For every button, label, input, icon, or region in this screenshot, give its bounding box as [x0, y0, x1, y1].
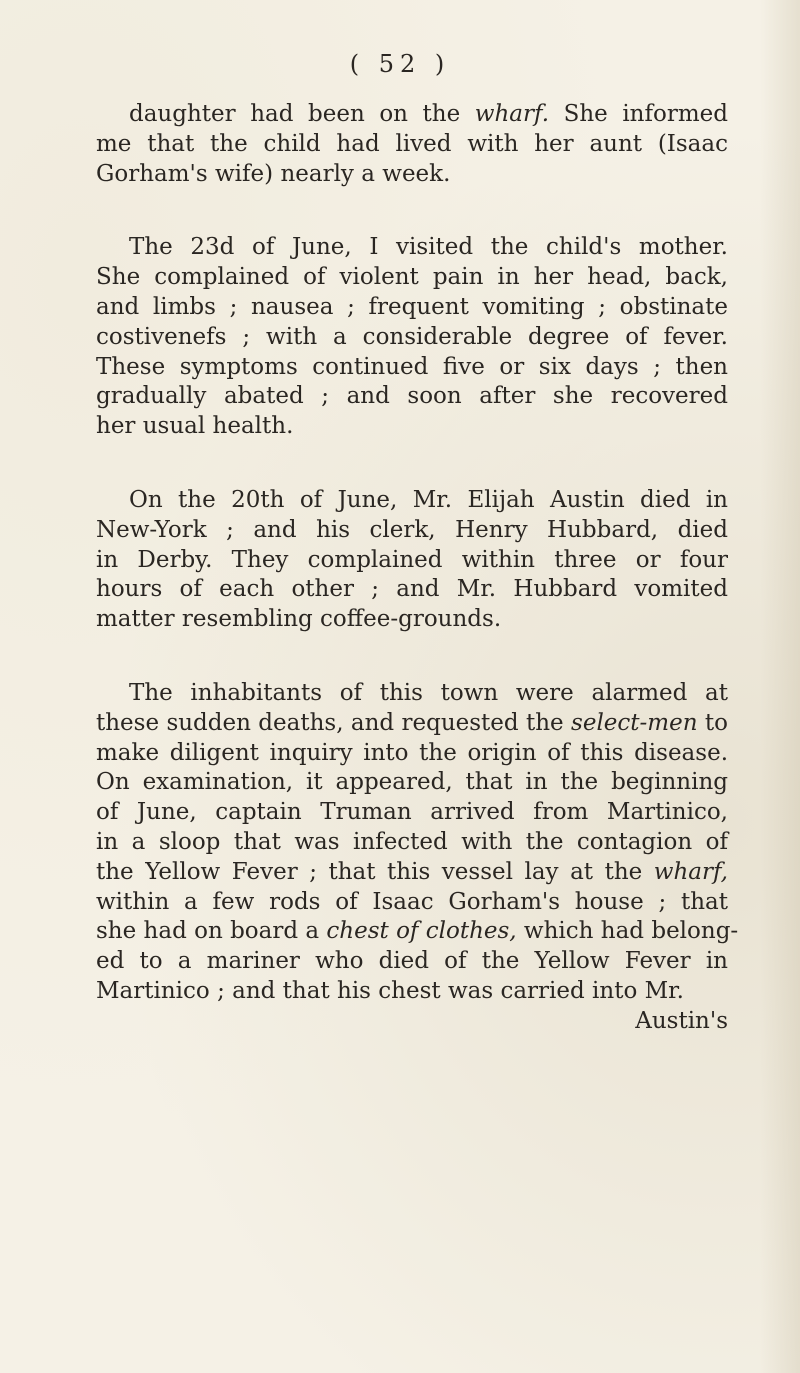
text-run: these sudden deaths, and requested the — [96, 709, 572, 736]
text-line — [96, 605, 728, 635]
text-run: me that the child had lived with her aunt (Isaac — [96, 130, 728, 157]
text-line — [96, 160, 728, 190]
page-edge-shadow — [760, 0, 800, 1373]
text-run: These symptoms continued five or six days ; then — [96, 353, 728, 380]
text-run: which had belong- — [516, 918, 739, 945]
text-line — [96, 858, 728, 888]
text-run: in a sloop that was infected with the contagion of — [96, 828, 728, 855]
paragraph — [96, 486, 728, 635]
text-line — [96, 917, 739, 947]
text-run: She informed — [549, 101, 728, 127]
italic-text-run: wharf, — [653, 858, 728, 885]
text-line — [96, 293, 728, 323]
text-line — [96, 323, 728, 353]
text-line — [96, 130, 728, 160]
text-run: On the 20th of June, Mr. Elijah Austin died in — [129, 486, 728, 513]
body-text — [96, 100, 739, 1037]
text-run: within a few rods of Isaac Gorham's house ; that — [96, 888, 728, 915]
text-run: make diligent inquiry into the origin of this disease. — [96, 739, 728, 766]
text-run: gradually abated ; and soon after she recovered — [96, 383, 728, 410]
paragraph — [96, 233, 728, 442]
text-run: New-York ; and his clerk, Henry Hubbard, died — [96, 516, 728, 543]
text-run: Gorham's wife) nearly a week. — [96, 160, 451, 187]
text-run: of June, captain Truman arrived from Martinico, — [96, 799, 728, 826]
text-line — [96, 353, 728, 383]
text-run: to — [697, 709, 729, 736]
text-run: Martinico ; and that his chest was carried into Mr. — [96, 977, 684, 1004]
text-run: in Derby. They complained within three or four — [96, 546, 728, 573]
text-run: costivenefs ; with a considerable degree of fever. — [96, 323, 728, 350]
text-run: the Yellow Fever ; that this vessel lay at the — [96, 858, 654, 885]
text-line — [96, 709, 728, 739]
italic-text-run: select-men — [571, 709, 698, 736]
text-line — [96, 233, 728, 263]
italic-text-run: wharf. — [474, 101, 550, 127]
text-run: The 23d of June, I visited the child's mother. — [129, 234, 728, 261]
text-run: and limbs ; nausea ; frequent vomiting ; obstinate — [96, 293, 728, 320]
page-number: ( 52 ) — [349, 50, 451, 78]
text-run: hours of each other ; and Mr. Hubbard vomited — [96, 576, 728, 603]
text-line — [96, 828, 728, 858]
text-line — [96, 100, 728, 130]
text-line — [96, 516, 728, 546]
text-line — [96, 679, 728, 709]
text-line — [96, 263, 728, 293]
text-run: matter resembling coffee-grounds. — [96, 606, 502, 633]
paragraph — [96, 679, 739, 1007]
paragraph — [96, 100, 728, 189]
text-line — [96, 947, 728, 977]
text-line — [96, 412, 728, 442]
text-run: daughter had been on the — [129, 101, 475, 127]
text-run: She complained of violent pain in her head, back, — [96, 264, 728, 291]
text-line — [96, 575, 728, 605]
catchword: Austin's — [635, 1007, 728, 1034]
text-run: The inhabitants of this town were alarmed at — [129, 679, 728, 706]
text-line — [96, 768, 728, 798]
text-line — [96, 798, 728, 828]
text-line — [96, 977, 728, 1007]
text-line — [96, 739, 728, 769]
text-run: she had on board a — [96, 918, 327, 945]
text-line — [96, 546, 728, 576]
text-run: On examination, it appeared, that in the beginning — [96, 769, 728, 796]
text-run: ed to a mariner who died of the Yellow Fever in — [96, 948, 728, 975]
text-line — [96, 888, 728, 918]
text-line — [96, 486, 728, 516]
italic-text-run: chest of clothes, — [326, 918, 517, 945]
text-line — [96, 382, 728, 412]
text-run: her usual health. — [96, 413, 294, 440]
